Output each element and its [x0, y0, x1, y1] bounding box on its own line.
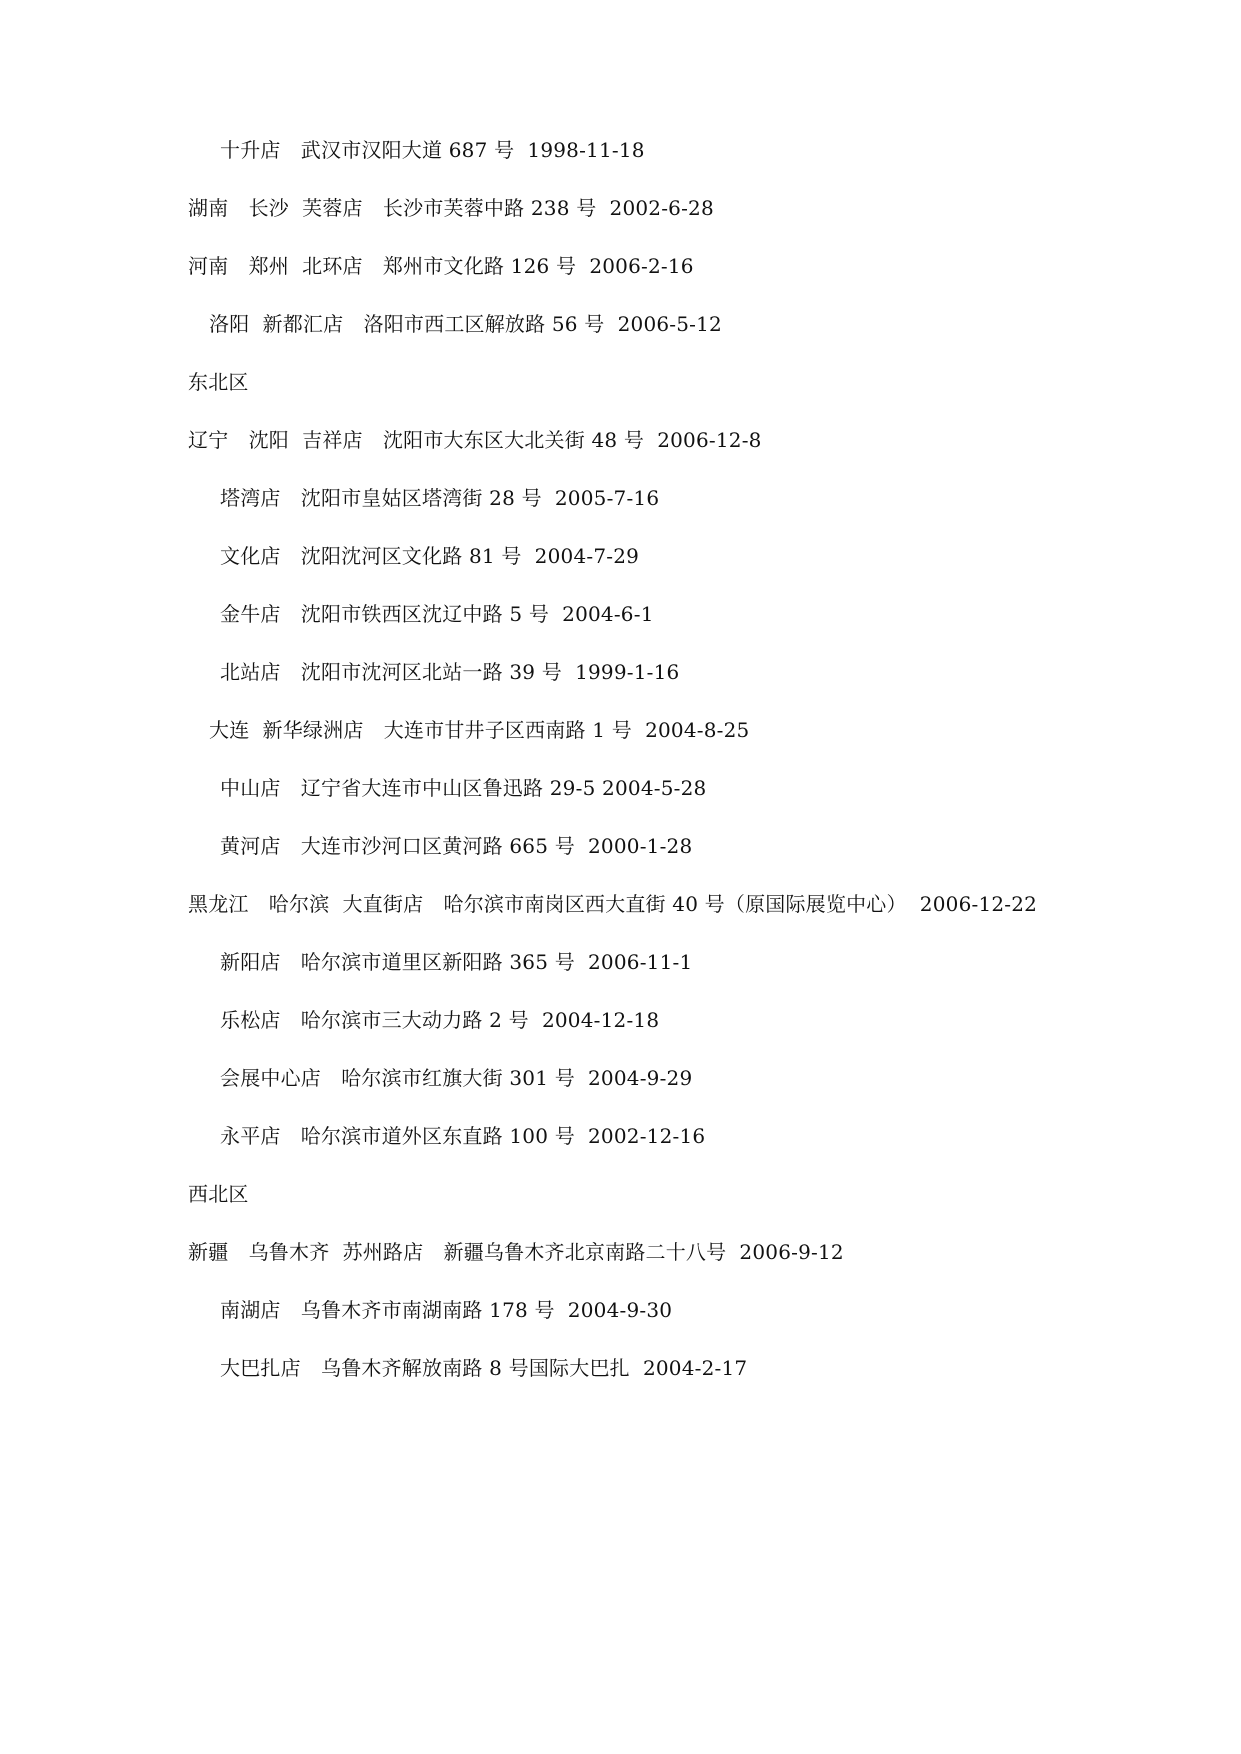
store-line: 南湖店 乌鲁木齐市南湖南路 178 号 2004-9-30 — [220, 1298, 673, 1322]
store-line: 黄河店 大连市沙河口区黄河路 665 号 2000-1-28 — [220, 834, 693, 858]
city-line: 洛阳 新都汇店 洛阳市西工区解放路 56 号 2006-5-12 — [209, 312, 722, 336]
store-line: 永平店 哈尔滨市道外区东直路 100 号 2002-12-16 — [220, 1124, 706, 1148]
store-line: 塔湾店 沈阳市皇姑区塔湾街 28 号 2005-7-16 — [220, 486, 660, 510]
store-line: 十升店 武汉市汉阳大道 687 号 1998-11-18 — [220, 138, 645, 162]
province-line: 黑龙江 哈尔滨 大直街店 哈尔滨市南岗区西大直街 40 号（原国际展览中心） 2006-12-22 — [188, 892, 1038, 916]
store-line: 会展中心店 哈尔滨市红旗大街 301 号 2004-9-29 — [220, 1066, 693, 1090]
province-line: 河南 郑州 北环店 郑州市文化路 126 号 2006-2-16 — [188, 254, 694, 278]
store-line: 中山店 辽宁省大连市中山区鲁迅路 29-5 2004-5-28 — [220, 776, 707, 800]
store-line: 乐松店 哈尔滨市三大动力路 2 号 2004-12-18 — [220, 1008, 660, 1032]
store-line: 金牛店 沈阳市铁西区沈辽中路 5 号 2004-6-1 — [220, 602, 654, 626]
store-line: 新阳店 哈尔滨市道里区新阳路 365 号 2006-11-1 — [220, 950, 693, 974]
store-line: 北站店 沈阳市沈河区北站一路 39 号 1999-1-16 — [220, 660, 680, 684]
region-heading: 西北区 — [188, 1182, 249, 1206]
province-line: 辽宁 沈阳 吉祥店 沈阳市大东区大北关街 48 号 2006-12-8 — [188, 428, 762, 452]
store-line: 文化店 沈阳沈河区文化路 81 号 2004-7-29 — [220, 544, 640, 568]
city-line: 大连 新华绿洲店 大连市甘井子区西南路 1 号 2004-8-25 — [209, 718, 750, 742]
province-line: 湖南 长沙 芙蓉店 长沙市芙蓉中路 238 号 2002-6-28 — [188, 196, 714, 220]
store-line: 大巴扎店 乌鲁木齐解放南路 8 号国际大巴扎 2004-2-17 — [220, 1356, 748, 1380]
region-heading: 东北区 — [188, 370, 249, 394]
province-line: 新疆 乌鲁木齐 苏州路店 新疆乌鲁木齐北京南路二十八号 2006-9-12 — [188, 1240, 844, 1264]
